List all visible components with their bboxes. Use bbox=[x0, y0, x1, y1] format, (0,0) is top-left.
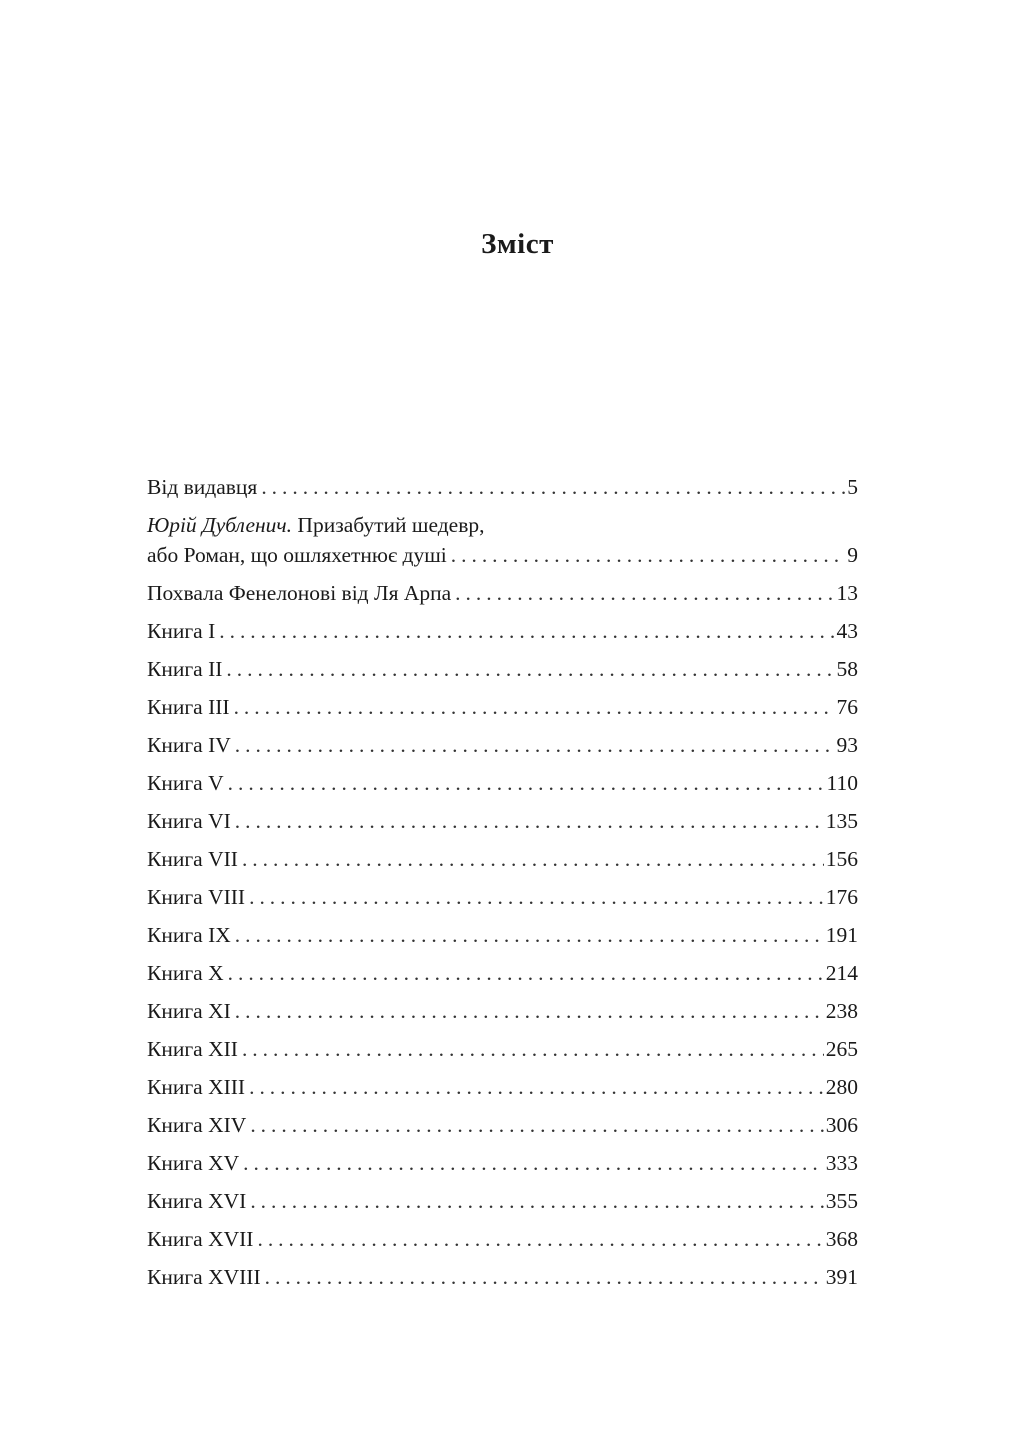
toc-entry-page: 355 bbox=[825, 1189, 858, 1213]
toc-entry-label: Книга XIII bbox=[147, 1075, 246, 1099]
toc-entry-book[interactable] bbox=[147, 1262, 858, 1292]
dot-leader bbox=[455, 578, 834, 608]
toc-entry-praise[interactable] bbox=[147, 578, 858, 608]
toc-entry-label: Книга IX bbox=[147, 923, 231, 947]
toc-entry-page: 5 bbox=[847, 475, 858, 499]
toc-entry-book[interactable] bbox=[147, 768, 858, 798]
dot-leader bbox=[235, 996, 824, 1026]
book-list bbox=[147, 616, 858, 1292]
toc-entry-book[interactable] bbox=[147, 1186, 858, 1216]
toc-entry-page: 9 bbox=[847, 543, 858, 567]
toc-entry-page: 214 bbox=[825, 961, 858, 985]
dot-leader bbox=[250, 1110, 823, 1140]
toc-entry-page: 306 bbox=[825, 1113, 858, 1137]
toc-entry-label: Книга VIII bbox=[147, 885, 246, 909]
toc-entry-label: Книга III bbox=[147, 695, 230, 719]
dot-leader bbox=[235, 806, 824, 836]
toc-entry-label: Книга XII bbox=[147, 1037, 238, 1061]
toc-entry-label: Книга X bbox=[147, 961, 224, 985]
toc-entry-line bbox=[147, 472, 858, 502]
toc-entry-line bbox=[147, 768, 858, 798]
toc-entry-line bbox=[147, 1072, 858, 1102]
toc-entry-title-part2: або Роман, що ошляхетнює душі bbox=[147, 543, 447, 567]
toc-entry-label: Книга VI bbox=[147, 809, 231, 833]
toc-entry-page: 93 bbox=[836, 733, 858, 757]
dot-leader bbox=[261, 472, 845, 502]
toc-entry-first-line bbox=[147, 510, 858, 540]
dot-leader bbox=[228, 958, 824, 988]
dot-leader bbox=[249, 1072, 824, 1102]
toc-entry-label: Книга V bbox=[147, 771, 224, 795]
toc-entry-book[interactable] bbox=[147, 1072, 858, 1102]
toc-entry-line bbox=[147, 654, 858, 684]
toc-entry-line bbox=[147, 882, 858, 912]
toc-entry-book[interactable] bbox=[147, 1224, 858, 1254]
dot-leader bbox=[228, 768, 825, 798]
toc-entry-line bbox=[147, 1186, 858, 1216]
dot-leader bbox=[265, 1262, 824, 1292]
toc-entry-label: Від видавця bbox=[147, 475, 258, 499]
toc-entry-publisher[interactable] bbox=[147, 472, 858, 502]
toc-entry-line bbox=[147, 1224, 858, 1254]
dot-leader bbox=[257, 1224, 823, 1254]
toc-entry-page: 13 bbox=[836, 581, 858, 605]
toc-entry-book[interactable] bbox=[147, 1034, 858, 1064]
dot-leader bbox=[249, 882, 824, 912]
toc-entry-article[interactable] bbox=[147, 510, 858, 570]
toc-entry-label: Книга XV bbox=[147, 1151, 240, 1175]
toc-entry-page: 156 bbox=[825, 847, 858, 871]
toc-entry-line bbox=[147, 920, 858, 950]
toc-entry-page: 191 bbox=[825, 923, 858, 947]
dot-leader bbox=[235, 730, 835, 760]
dot-leader bbox=[243, 1148, 824, 1178]
toc-entry-line bbox=[147, 806, 858, 836]
page-title: Зміст bbox=[481, 228, 554, 260]
toc-entry-book[interactable] bbox=[147, 1110, 858, 1140]
toc-entry-page: 265 bbox=[825, 1037, 858, 1061]
dot-leader bbox=[234, 692, 835, 722]
toc-entry-line bbox=[147, 730, 858, 760]
toc-entry-page: 110 bbox=[826, 771, 858, 795]
dot-leader bbox=[250, 1186, 823, 1216]
toc-entry-label: Книга XI bbox=[147, 999, 231, 1023]
toc-entry-line bbox=[147, 1148, 858, 1178]
toc-entry-line bbox=[147, 958, 858, 988]
toc-entry-page: 58 bbox=[836, 657, 858, 681]
toc-entry-book[interactable] bbox=[147, 692, 858, 722]
toc-entry-line bbox=[147, 1110, 858, 1140]
toc-entry-line bbox=[147, 844, 858, 874]
toc-entry-line bbox=[147, 578, 858, 608]
toc-entry-title-part1: Призабутий шедевр, bbox=[292, 513, 485, 537]
toc-entry-page: 280 bbox=[825, 1075, 858, 1099]
toc-entry-book[interactable] bbox=[147, 1148, 858, 1178]
toc-entry-line bbox=[147, 692, 858, 722]
toc-entry-label: Книга XVIII bbox=[147, 1265, 261, 1289]
toc-entry-page: 238 bbox=[825, 999, 858, 1023]
toc-entry-label: Книга XIV bbox=[147, 1113, 247, 1137]
toc-entry-book[interactable] bbox=[147, 958, 858, 988]
dot-leader bbox=[242, 1034, 824, 1064]
toc-entry-author: Юрій Дубленич. bbox=[147, 513, 293, 537]
toc-entry-book[interactable] bbox=[147, 654, 858, 684]
toc-entry-line bbox=[147, 1262, 858, 1292]
dot-leader bbox=[235, 920, 824, 950]
toc-entry-line bbox=[147, 540, 858, 570]
toc-entry-label: Похвала Фенелонові від Ля Арпа bbox=[147, 581, 452, 605]
toc-entry-label: Книга VII bbox=[147, 847, 238, 871]
toc-entry-book[interactable] bbox=[147, 806, 858, 836]
toc-entry-book[interactable] bbox=[147, 616, 858, 646]
toc-entry-page: 391 bbox=[825, 1265, 858, 1289]
toc-entry-label: Книга I bbox=[147, 619, 216, 643]
dot-leader bbox=[226, 654, 834, 684]
toc-entry-label: Книга II bbox=[147, 657, 223, 681]
toc-entry-book[interactable] bbox=[147, 920, 858, 950]
toc-entry-line bbox=[147, 996, 858, 1026]
toc-entry-line bbox=[147, 616, 858, 646]
toc-entry-book[interactable] bbox=[147, 882, 858, 912]
toc-entry-book[interactable] bbox=[147, 844, 858, 874]
toc-entry-label: Книга XVII bbox=[147, 1227, 254, 1251]
toc-entry-page: 76 bbox=[836, 695, 858, 719]
toc-entry-line bbox=[147, 1034, 858, 1064]
toc-entry-book[interactable] bbox=[147, 730, 858, 760]
dot-leader bbox=[219, 616, 834, 646]
dot-leader bbox=[451, 540, 845, 570]
toc-entry-book[interactable] bbox=[147, 996, 858, 1026]
toc-entry-label: Книга XVI bbox=[147, 1189, 247, 1213]
table-of-contents bbox=[147, 472, 858, 1300]
dot-leader bbox=[242, 844, 824, 874]
toc-entry-label: Книга IV bbox=[147, 733, 231, 757]
toc-entry-page: 333 bbox=[825, 1151, 858, 1175]
toc-entry-page: 135 bbox=[825, 809, 858, 833]
toc-entry-page: 176 bbox=[825, 885, 858, 909]
toc-entry-page: 368 bbox=[825, 1227, 858, 1251]
toc-entry-page: 43 bbox=[836, 619, 858, 643]
